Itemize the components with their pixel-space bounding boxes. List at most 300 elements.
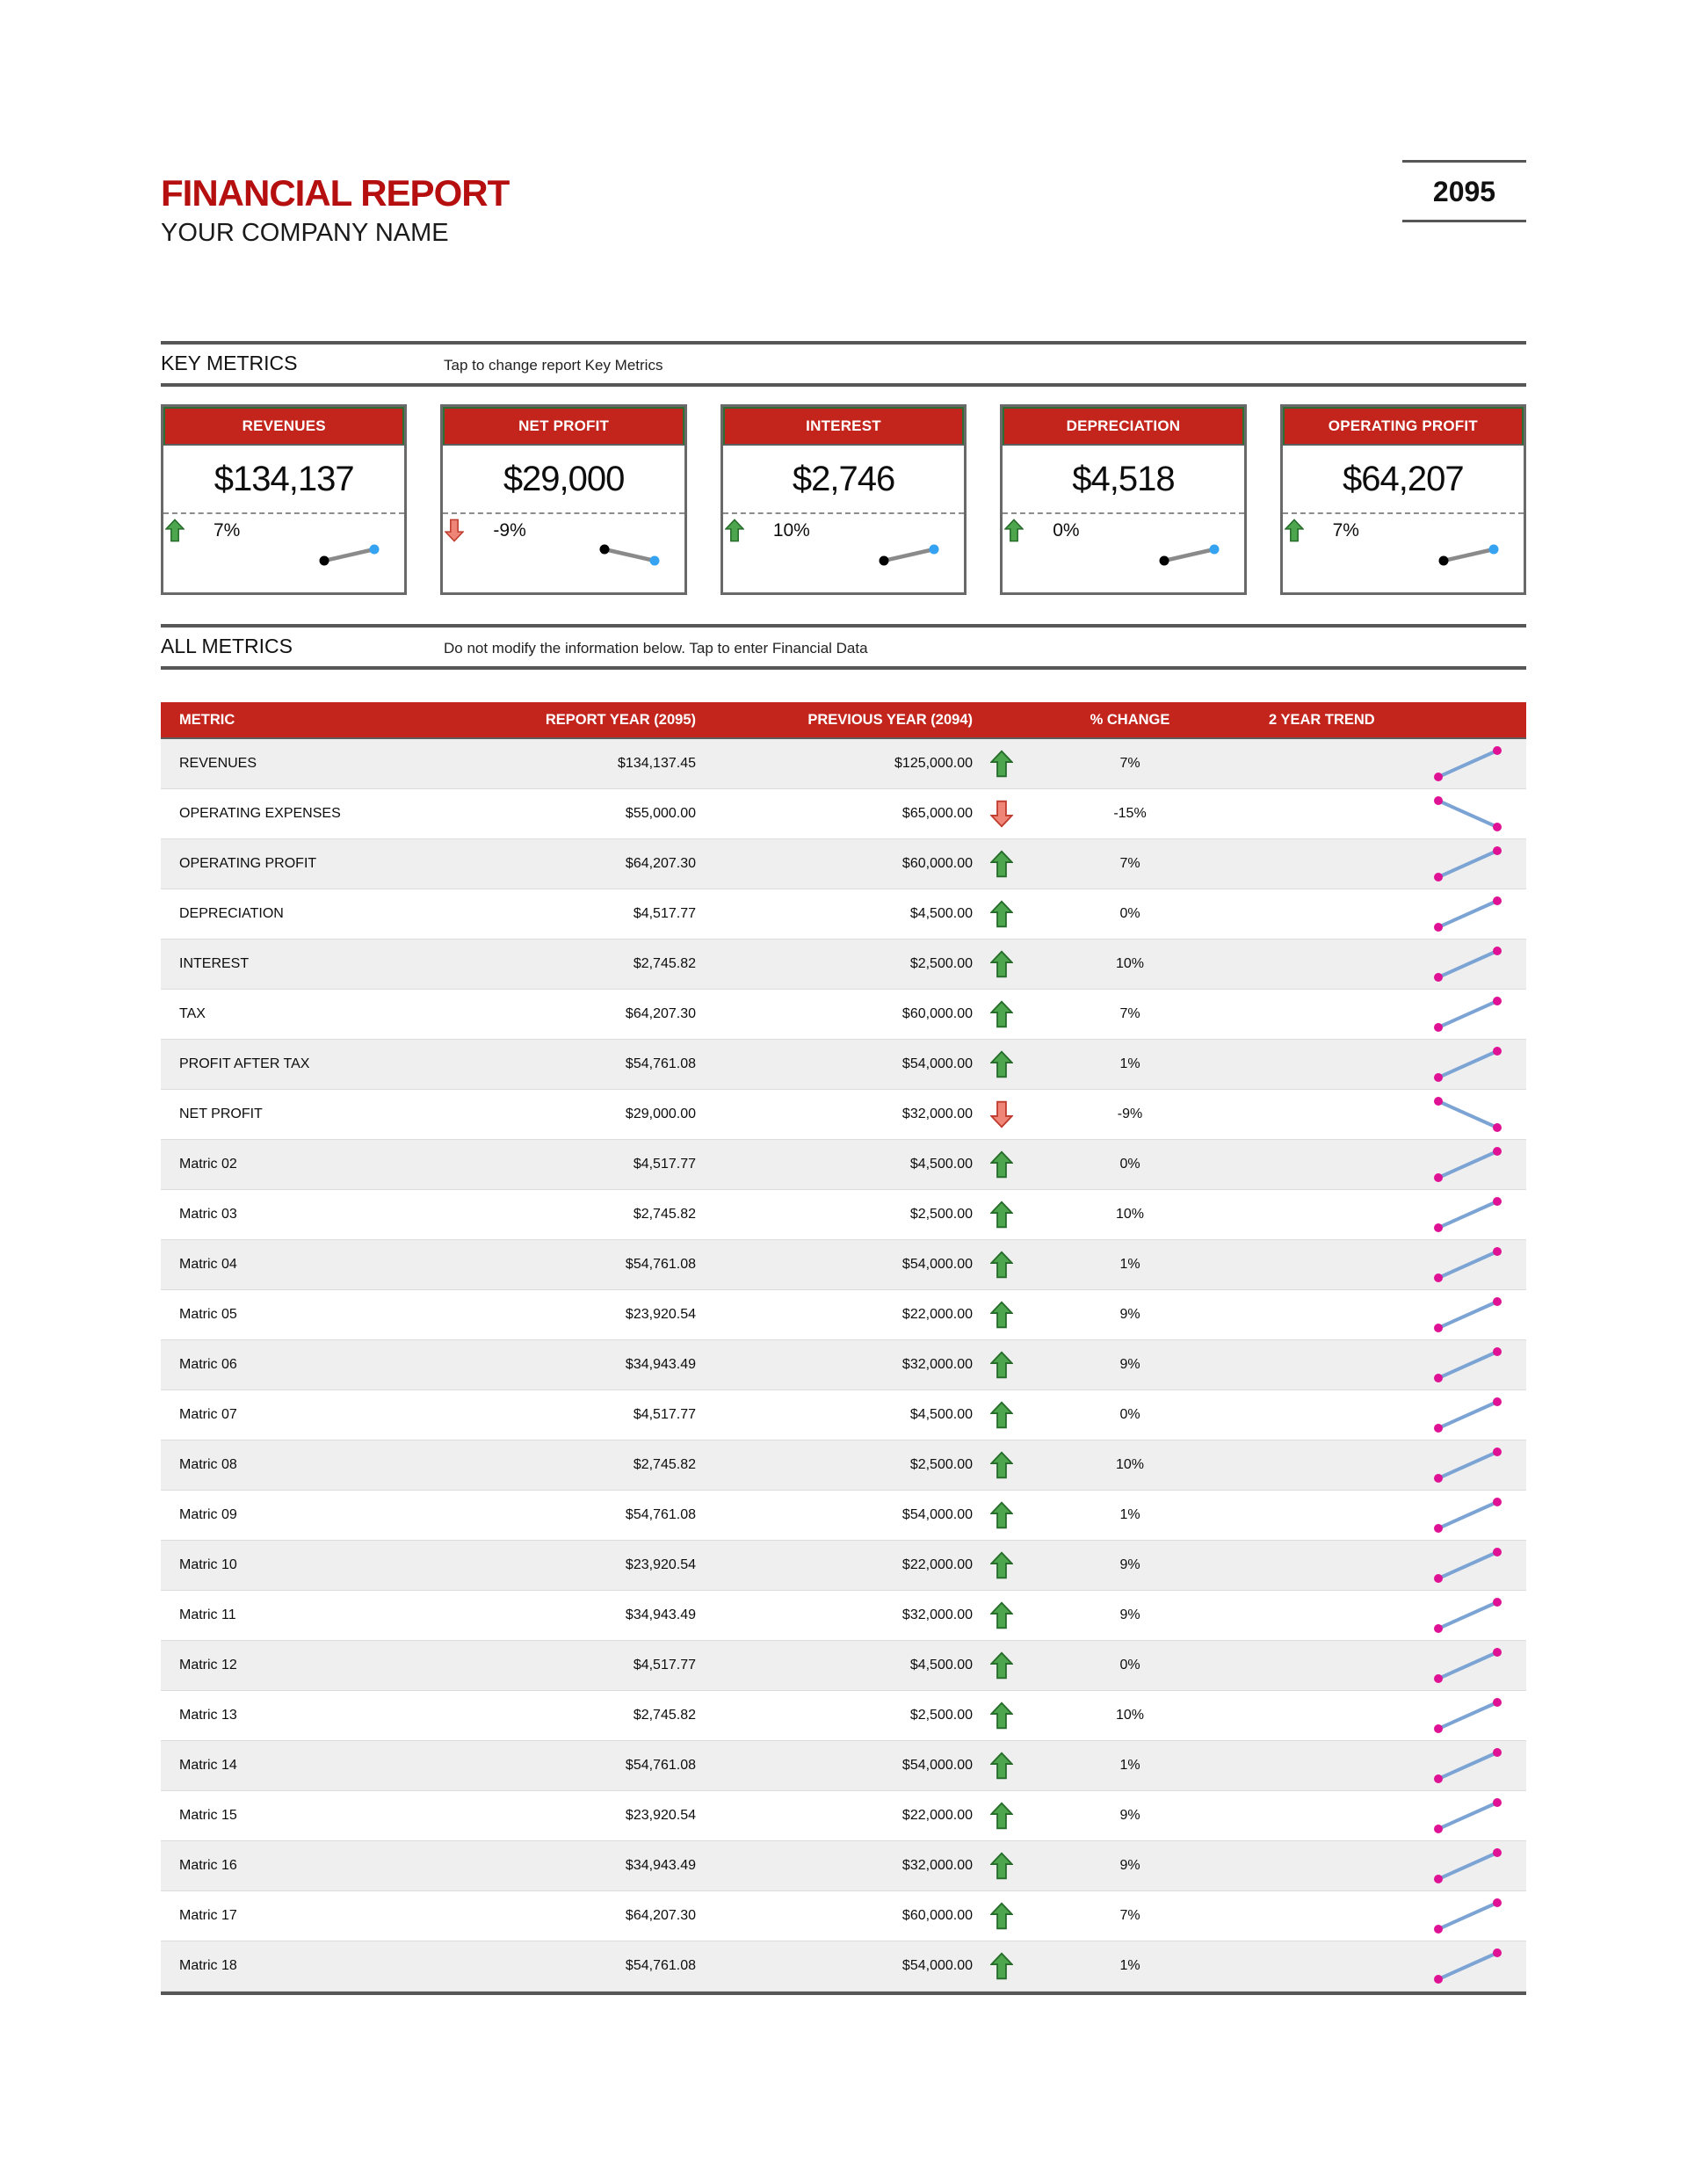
percent-change-cell: 9% [1119, 1307, 1140, 1322]
up-arrow-icon [990, 1952, 1013, 1980]
metric-name-cell[interactable]: Matric 10 [179, 1557, 237, 1572]
metric-name-cell[interactable]: Matric 16 [179, 1858, 237, 1873]
trend-cell [1229, 1394, 1526, 1436]
metric-name-cell[interactable]: PROFIT AFTER TAX [179, 1056, 310, 1071]
previous-year-cell[interactable]: $32,000.00 [901, 1607, 973, 1622]
metric-name-cell[interactable]: OPERATING PROFIT [179, 856, 317, 871]
column-header-previous-year: PREVIOUS YEAR (2094) [807, 711, 973, 728]
previous-year-cell[interactable]: $54,000.00 [901, 1958, 973, 1973]
key-metric-card-change: 10% [772, 519, 810, 541]
report-header [161, 174, 1526, 258]
change-arrow-cell [973, 1701, 1031, 1730]
column-header-trend: 2 YEAR TREND [1269, 711, 1375, 728]
trend-sparkline [1430, 993, 1505, 1035]
column-header-metric: METRIC [179, 711, 235, 728]
report-year-cell[interactable]: $4,517.77 [633, 1157, 696, 1172]
report-year-cell[interactable]: $134,137.45 [618, 756, 696, 771]
down-arrow-icon [990, 1100, 1013, 1128]
trend-sparkline [1430, 1895, 1505, 1937]
percent-change-cell: 7% [1119, 1908, 1140, 1923]
trend-cell [1229, 1644, 1526, 1687]
report-year-value: 2095 [1432, 176, 1496, 207]
table-row[interactable] [161, 1541, 1526, 1591]
previous-year-cell[interactable]: $65,000.00 [901, 806, 973, 821]
percent-change-cell: 9% [1119, 1858, 1140, 1873]
previous-year-cell[interactable]: $2,500.00 [909, 956, 973, 971]
metric-name-cell[interactable]: DEPRECIATION [179, 906, 284, 921]
metric-name-cell[interactable]: Matric 17 [179, 1908, 237, 1923]
trend-cell [1229, 1143, 1526, 1186]
trend-sparkline [1430, 1795, 1505, 1837]
percent-change-cell: 10% [1115, 956, 1145, 971]
trend-cell [1229, 1344, 1526, 1386]
all-metrics-section-bar [161, 624, 1526, 670]
metric-name-cell[interactable]: TAX [179, 1006, 206, 1021]
sparkline-up-icon [1430, 1745, 1505, 1787]
change-arrow-cell [973, 950, 1031, 978]
table-row[interactable] [161, 1591, 1526, 1641]
trend-cell [1229, 1043, 1526, 1085]
previous-year-cell[interactable]: $54,000.00 [901, 1758, 973, 1773]
trend-cell [1229, 943, 1526, 985]
previous-year-cell[interactable]: $60,000.00 [901, 856, 973, 871]
percent-change-cell: 1% [1119, 1507, 1140, 1522]
percent-change-cell: 0% [1119, 1157, 1140, 1172]
up-arrow-icon [990, 1150, 1013, 1179]
percent-change-cell: 0% [1119, 906, 1140, 921]
metric-name-cell[interactable]: Matric 13 [179, 1708, 237, 1723]
sparkline-down-icon [1430, 793, 1505, 835]
key-metric-card-value: $2,746 [792, 460, 895, 498]
previous-year-cell[interactable]: $125,000.00 [894, 756, 973, 771]
table-row[interactable] [161, 1040, 1526, 1090]
metric-name-cell[interactable]: Matric 05 [179, 1307, 237, 1322]
all-metrics-title: ALL METRICS [161, 635, 293, 657]
previous-year-cell[interactable]: $32,000.00 [901, 1858, 973, 1873]
trend-cell [1229, 843, 1526, 885]
trend-sparkline [1430, 1444, 1505, 1486]
percent-change-cell: 0% [1119, 1658, 1140, 1672]
up-arrow-icon [990, 1802, 1013, 1830]
trend-cell [1229, 793, 1526, 835]
sparkline-up-icon [1430, 1795, 1505, 1837]
table-row[interactable] [161, 839, 1526, 889]
table-row[interactable] [161, 1440, 1526, 1491]
key-metric-card-title: OPERATING PROFIT [1283, 407, 1524, 446]
card-trend-sparkline [878, 543, 941, 566]
percent-change-cell: 1% [1119, 1958, 1140, 1973]
trend-cell [1229, 1895, 1526, 1937]
percent-change-cell: 0% [1119, 1407, 1140, 1422]
sparkline-up-icon [1430, 1394, 1505, 1436]
up-arrow-icon [990, 1351, 1013, 1379]
trend-sparkline [1430, 1194, 1505, 1236]
trend-sparkline [1430, 1544, 1505, 1586]
table-row[interactable] [161, 1691, 1526, 1741]
sparkline-up-icon [1437, 543, 1501, 566]
company-name: YOUR COMPANY NAME [161, 219, 449, 248]
trend-cell [1229, 1194, 1526, 1236]
previous-year-cell[interactable]: $54,000.00 [901, 1056, 973, 1071]
trend-cell [1229, 1594, 1526, 1636]
change-arrow-cell [973, 1551, 1031, 1579]
trend-cell [1229, 993, 1526, 1035]
up-arrow-icon [990, 1601, 1013, 1629]
report-year-cell[interactable]: $4,517.77 [633, 1407, 696, 1422]
percent-change-cell: 10% [1115, 1207, 1145, 1222]
up-arrow-icon [990, 900, 1013, 928]
trend-sparkline [1430, 943, 1505, 985]
metric-name-cell[interactable]: Matric 12 [179, 1658, 237, 1672]
metric-name-cell[interactable]: Matric 15 [179, 1808, 237, 1823]
table-row[interactable] [161, 1390, 1526, 1440]
card-change-row [443, 514, 684, 542]
report-year-cell[interactable]: $4,517.77 [633, 1658, 696, 1672]
percent-change-cell: 7% [1119, 856, 1140, 871]
sparkline-up-icon [1430, 1444, 1505, 1486]
trend-sparkline [1430, 743, 1505, 785]
sparkline-up-icon [1430, 1043, 1505, 1085]
sparkline-up-icon [318, 543, 381, 566]
previous-year-cell[interactable]: $2,500.00 [909, 1708, 973, 1723]
change-arrow-cell [973, 1150, 1031, 1179]
change-arrow-cell [973, 1401, 1031, 1429]
percent-change-cell: 10% [1115, 1457, 1145, 1472]
trend-sparkline [1430, 1394, 1505, 1436]
metric-name-cell[interactable]: Matric 07 [179, 1407, 237, 1422]
table-row[interactable] [161, 1741, 1526, 1791]
metric-name-cell[interactable]: REVENUES [179, 756, 257, 771]
up-arrow-icon [990, 1852, 1013, 1880]
table-body [161, 739, 1526, 1992]
percent-change-cell: 1% [1119, 1056, 1140, 1071]
key-metric-card[interactable] [720, 404, 967, 595]
trend-sparkline [1430, 1694, 1505, 1737]
table-row[interactable] [161, 789, 1526, 839]
previous-year-cell[interactable]: $4,500.00 [909, 906, 973, 921]
report-year-cell[interactable]: $23,920.54 [625, 1557, 696, 1572]
key-metric-card-change: 7% [1332, 519, 1359, 541]
up-arrow-icon [990, 1701, 1013, 1730]
up-arrow-icon [990, 1301, 1013, 1329]
up-arrow-icon [1285, 519, 1304, 542]
key-metric-card-value: $29,000 [503, 460, 625, 498]
table-row[interactable] [161, 1841, 1526, 1891]
trend-sparkline [1430, 1745, 1505, 1787]
key-metric-card[interactable] [161, 404, 407, 595]
change-arrow-cell [973, 1752, 1031, 1780]
metric-name-cell[interactable]: OPERATING EXPENSES [179, 806, 341, 821]
up-arrow-icon [990, 1752, 1013, 1780]
table-row[interactable] [161, 889, 1526, 940]
report-year-cell[interactable]: $55,000.00 [625, 806, 696, 821]
report-year-cell[interactable]: $54,761.08 [625, 1056, 696, 1071]
trend-cell [1229, 893, 1526, 935]
table-row[interactable] [161, 739, 1526, 789]
report-year-cell[interactable]: $34,943.49 [625, 1357, 696, 1372]
change-arrow-cell [973, 750, 1031, 778]
up-arrow-icon [990, 950, 1013, 978]
sparkline-up-icon [1430, 943, 1505, 985]
percent-change-cell: -9% [1117, 1107, 1143, 1121]
trend-sparkline [1430, 1945, 1505, 1987]
table-row[interactable] [161, 1140, 1526, 1190]
trend-sparkline [1430, 1244, 1505, 1286]
up-arrow-icon [1004, 519, 1024, 542]
trend-cell [1229, 1244, 1526, 1286]
report-year-box[interactable] [1402, 160, 1526, 222]
column-header-change: % CHANGE [1090, 711, 1170, 728]
trend-sparkline [1430, 1494, 1505, 1536]
up-arrow-icon [990, 1000, 1013, 1028]
previous-year-cell[interactable]: $60,000.00 [901, 1006, 973, 1021]
table-row[interactable] [161, 1340, 1526, 1390]
percent-change-cell: -15% [1113, 806, 1147, 821]
table-row[interactable] [161, 1290, 1526, 1340]
trend-cell [1229, 1444, 1526, 1486]
sparkline-up-icon [1430, 1143, 1505, 1186]
previous-year-cell[interactable]: $60,000.00 [901, 1908, 973, 1923]
key-metrics-hint: Tap to change report Key Metrics [444, 357, 663, 374]
table-row[interactable] [161, 1240, 1526, 1290]
sparkline-up-icon [1430, 1194, 1505, 1236]
sparkline-up-icon [1430, 1544, 1505, 1586]
report-year-cell[interactable]: $2,745.82 [633, 1207, 696, 1222]
trend-sparkline [1430, 1594, 1505, 1636]
page-title: FINANCIAL REPORT [161, 172, 510, 214]
percent-change-cell: 7% [1119, 756, 1140, 771]
previous-year-cell[interactable]: $54,000.00 [901, 1257, 973, 1272]
key-metric-card-title: REVENUES [163, 407, 404, 446]
trend-sparkline [1430, 893, 1505, 935]
change-arrow-cell [973, 1351, 1031, 1379]
trend-sparkline [1430, 1845, 1505, 1887]
sparkline-up-icon [1430, 843, 1505, 885]
metric-name-cell[interactable]: NET PROFIT [179, 1107, 263, 1121]
sparkline-up-icon [1430, 1694, 1505, 1737]
sparkline-up-icon [878, 543, 941, 566]
up-arrow-icon [165, 519, 185, 542]
percent-change-cell: 1% [1119, 1758, 1140, 1773]
card-change-row [163, 514, 404, 542]
table-row[interactable] [161, 1891, 1526, 1941]
metric-name-cell[interactable]: Matric 08 [179, 1457, 237, 1472]
sparkline-up-icon [1430, 1594, 1505, 1636]
change-arrow-cell [973, 800, 1031, 828]
key-metrics-title: KEY METRICS [161, 352, 298, 374]
table-row[interactable] [161, 940, 1526, 990]
sparkline-up-icon [1430, 1895, 1505, 1937]
report-year-cell[interactable]: $64,207.30 [625, 1908, 696, 1923]
previous-year-cell[interactable]: $32,000.00 [901, 1107, 973, 1121]
change-arrow-cell [973, 1050, 1031, 1078]
up-arrow-icon [990, 1651, 1013, 1680]
up-arrow-icon [990, 1401, 1013, 1429]
trend-cell [1229, 1745, 1526, 1787]
sparkline-up-icon [1430, 1294, 1505, 1336]
trend-cell [1229, 1795, 1526, 1837]
up-arrow-icon [990, 1551, 1013, 1579]
change-arrow-cell [973, 850, 1031, 878]
sparkline-up-icon [1430, 1845, 1505, 1887]
key-metric-card-title: DEPRECIATION [1003, 407, 1243, 446]
metric-name-cell[interactable]: Matric 02 [179, 1157, 237, 1172]
column-header-report-year: REPORT YEAR (2095) [545, 711, 696, 728]
table-row[interactable] [161, 1090, 1526, 1140]
percent-change-cell: 1% [1119, 1257, 1140, 1272]
report-year-cell[interactable]: $2,745.82 [633, 956, 696, 971]
metric-name-cell[interactable]: Matric 14 [179, 1758, 237, 1773]
trend-sparkline [1430, 793, 1505, 835]
key-metric-card-change: 7% [214, 519, 241, 541]
up-arrow-icon [990, 1251, 1013, 1279]
change-arrow-cell [973, 1100, 1031, 1128]
trend-cell [1229, 743, 1526, 785]
trend-sparkline [1430, 1644, 1505, 1687]
percent-change-cell: 7% [1119, 1006, 1140, 1021]
trend-sparkline [1430, 1043, 1505, 1085]
trend-sparkline [1430, 1093, 1505, 1136]
metric-name-cell[interactable]: Matric 06 [179, 1357, 237, 1372]
report-year-cell[interactable]: $4,517.77 [633, 906, 696, 921]
key-metric-card-title: NET PROFIT [443, 407, 684, 446]
table-row[interactable] [161, 1941, 1526, 1992]
up-arrow-icon [990, 750, 1013, 778]
trend-cell [1229, 1544, 1526, 1586]
key-metric-card-change: -9% [493, 519, 526, 541]
key-metric-card-change: 0% [1053, 519, 1080, 541]
change-arrow-cell [973, 1651, 1031, 1680]
card-trend-sparkline [318, 543, 381, 566]
previous-year-cell[interactable]: $54,000.00 [901, 1507, 973, 1522]
previous-year-cell[interactable]: $22,000.00 [901, 1808, 973, 1823]
report-year-cell[interactable]: $54,761.08 [625, 1507, 696, 1522]
previous-year-cell[interactable]: $22,000.00 [901, 1307, 973, 1322]
report-year-cell[interactable]: $54,761.08 [625, 1758, 696, 1773]
down-arrow-icon [445, 519, 464, 542]
metric-name-cell[interactable]: Matric 18 [179, 1958, 237, 1973]
metric-name-cell[interactable]: Matric 04 [179, 1257, 237, 1272]
report-year-cell[interactable]: $2,745.82 [633, 1708, 696, 1723]
table-row[interactable] [161, 1641, 1526, 1691]
change-arrow-cell [973, 1952, 1031, 1980]
key-metric-card-value: $4,518 [1072, 460, 1175, 498]
report-year-cell[interactable]: $54,761.08 [625, 1958, 696, 1973]
change-arrow-cell [973, 1251, 1031, 1279]
table-header-row [161, 702, 1526, 739]
up-arrow-icon [725, 519, 744, 542]
trend-cell [1229, 1093, 1526, 1136]
change-arrow-cell [973, 1802, 1031, 1830]
previous-year-cell[interactable]: $2,500.00 [909, 1457, 973, 1472]
change-arrow-cell [973, 900, 1031, 928]
report-year-cell[interactable]: $29,000.00 [625, 1107, 696, 1121]
report-year-cell[interactable]: $54,761.08 [625, 1257, 696, 1272]
sparkline-up-icon [1430, 743, 1505, 785]
report-year-cell[interactable]: $23,920.54 [625, 1808, 696, 1823]
report-year-cell[interactable]: $64,207.30 [625, 856, 696, 871]
trend-sparkline [1430, 1143, 1505, 1186]
report-year-cell[interactable]: $23,920.54 [625, 1307, 696, 1322]
up-arrow-icon [990, 1201, 1013, 1229]
up-arrow-icon [990, 1451, 1013, 1479]
percent-change-cell: 9% [1119, 1808, 1140, 1823]
change-arrow-cell [973, 1852, 1031, 1880]
previous-year-cell[interactable]: $4,500.00 [909, 1658, 973, 1672]
report-year-cell[interactable]: $64,207.30 [625, 1006, 696, 1021]
previous-year-cell[interactable]: $4,500.00 [909, 1157, 973, 1172]
trend-sparkline [1430, 1344, 1505, 1386]
key-metric-card[interactable] [1000, 404, 1246, 595]
percent-change-cell: 9% [1119, 1357, 1140, 1372]
percent-change-cell: 9% [1119, 1557, 1140, 1572]
report-year-cell[interactable]: $34,943.49 [625, 1858, 696, 1873]
up-arrow-icon [990, 1501, 1013, 1529]
all-metrics-table [161, 702, 1526, 1995]
metric-name-cell[interactable]: Matric 03 [179, 1207, 237, 1222]
percent-change-cell: 10% [1115, 1708, 1145, 1723]
previous-year-cell[interactable]: $22,000.00 [901, 1557, 973, 1572]
previous-year-cell[interactable]: $32,000.00 [901, 1357, 973, 1372]
table-row[interactable] [161, 1190, 1526, 1240]
sparkline-up-icon [1430, 993, 1505, 1035]
card-change-row [1283, 514, 1524, 542]
trend-sparkline [1430, 1294, 1505, 1336]
change-arrow-cell [973, 1000, 1031, 1028]
metric-name-cell[interactable]: Matric 09 [179, 1507, 237, 1522]
up-arrow-icon [990, 850, 1013, 878]
card-trend-sparkline [598, 543, 662, 566]
key-metric-card[interactable] [440, 404, 686, 595]
down-arrow-icon [990, 800, 1013, 828]
card-trend-sparkline [1158, 543, 1221, 566]
sparkline-up-icon [1430, 1344, 1505, 1386]
trend-cell [1229, 1945, 1526, 1987]
sparkline-up-icon [1430, 1494, 1505, 1536]
previous-year-cell[interactable]: $2,500.00 [909, 1207, 973, 1222]
metric-name-cell[interactable]: INTEREST [179, 956, 250, 971]
key-metric-card[interactable] [1280, 404, 1526, 595]
change-arrow-cell [973, 1301, 1031, 1329]
key-metrics-section-bar [161, 341, 1526, 387]
table-row[interactable] [161, 990, 1526, 1040]
card-change-row [723, 514, 964, 542]
table-row[interactable] [161, 1791, 1526, 1841]
key-metrics-cards [161, 404, 1526, 595]
key-metric-card-value: $64,207 [1343, 460, 1464, 498]
report-year-cell[interactable]: $2,745.82 [633, 1457, 696, 1472]
sparkline-up-icon [1430, 893, 1505, 935]
metric-name-cell[interactable]: Matric 11 [179, 1607, 236, 1622]
up-arrow-icon [990, 1902, 1013, 1930]
percent-change-cell: 9% [1119, 1607, 1140, 1622]
sparkline-up-icon [1430, 1644, 1505, 1687]
sparkline-up-icon [1430, 1244, 1505, 1286]
all-metrics-hint: Do not modify the information below. Tap to enter Financial Data [444, 640, 868, 657]
trend-sparkline [1430, 843, 1505, 885]
sparkline-up-icon [1430, 1945, 1505, 1987]
trend-cell [1229, 1694, 1526, 1737]
key-metric-card-value: $134,137 [214, 460, 354, 498]
change-arrow-cell [973, 1601, 1031, 1629]
key-metric-card-title: INTEREST [723, 407, 964, 446]
previous-year-cell[interactable]: $4,500.00 [909, 1407, 973, 1422]
trend-cell [1229, 1494, 1526, 1536]
up-arrow-icon [990, 1050, 1013, 1078]
card-change-row [1003, 514, 1243, 542]
report-year-cell[interactable]: $34,943.49 [625, 1607, 696, 1622]
table-row[interactable] [161, 1491, 1526, 1541]
